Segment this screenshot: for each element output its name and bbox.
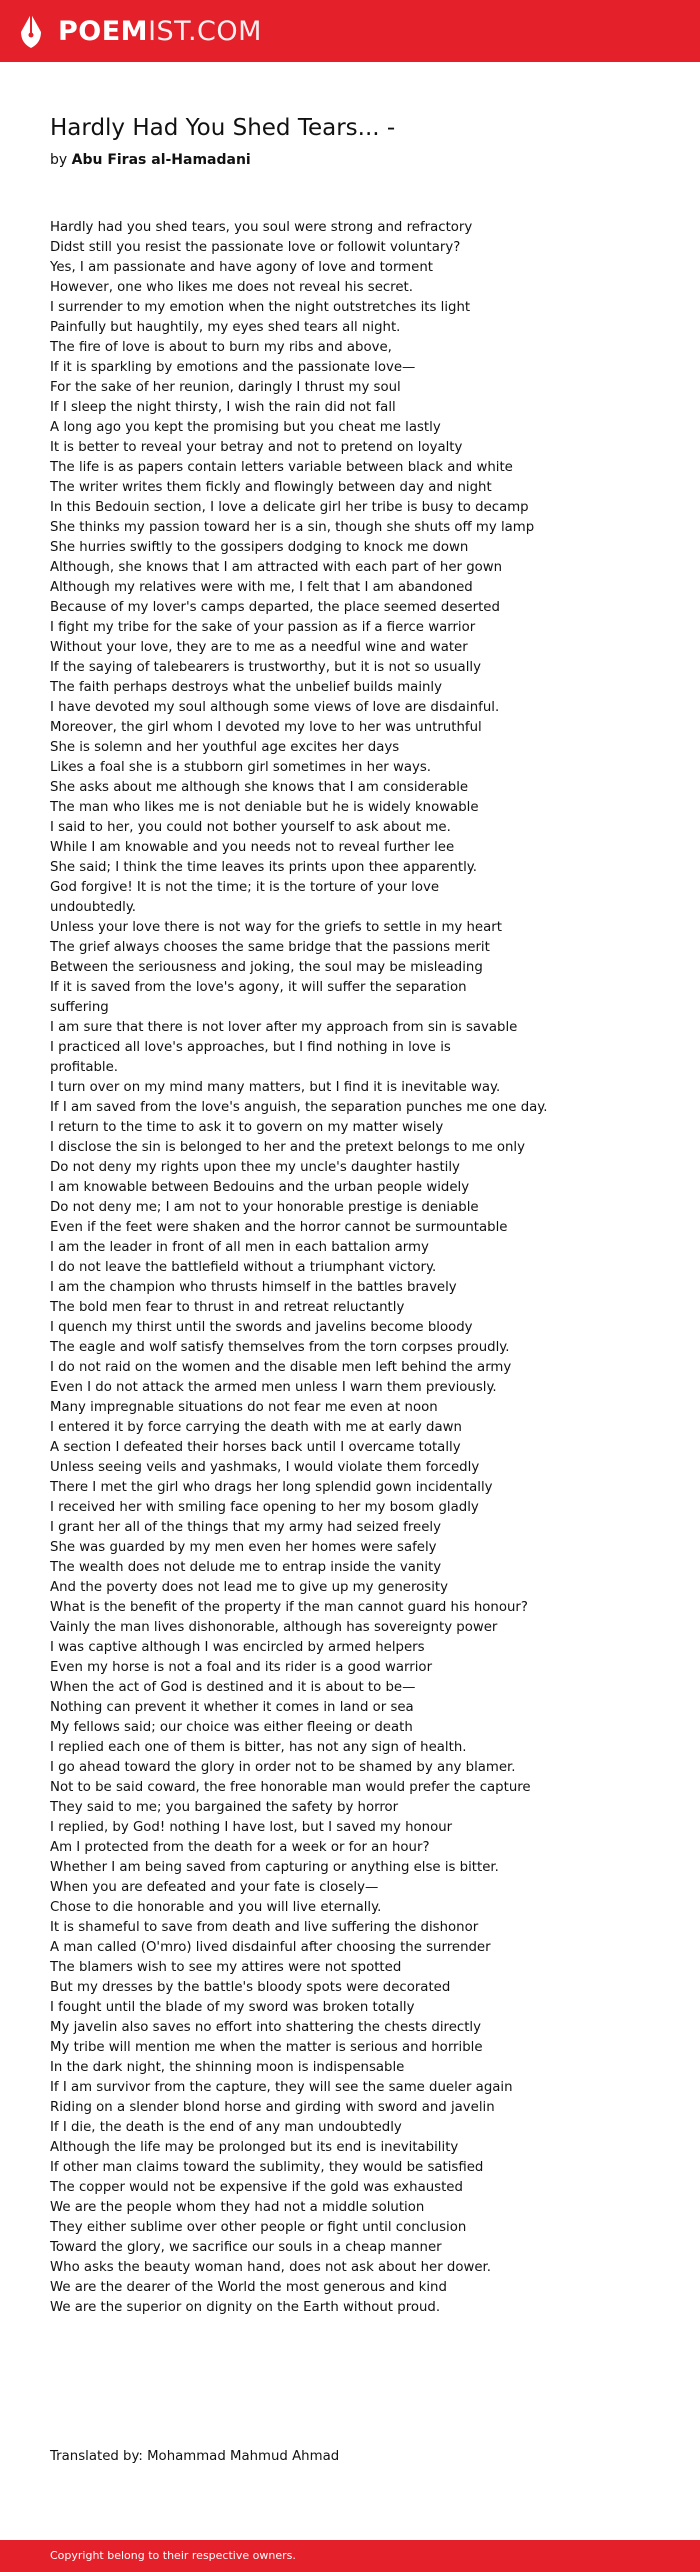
poem-line: Am I protected from the death for a week or for an hour? bbox=[50, 1840, 430, 1855]
poem-line: The copper would not be expensive if the gold was exhausted bbox=[50, 2180, 463, 2195]
poem-line: I said to her, you could not bother yourself to ask about me. bbox=[50, 820, 451, 835]
poem-line: If it is sparkling by emotions and the passionate love— bbox=[50, 360, 416, 375]
poem-line: She hurries swiftly to the gossipers dodging to knock me down bbox=[50, 540, 469, 555]
poem-line: Do not deny me; I am not to your honorable prestige is deniable bbox=[50, 1200, 479, 1215]
poem-line: It is shameful to save from death and live suffering the dishonor bbox=[50, 1920, 479, 1935]
byline-prefix: by bbox=[50, 152, 72, 168]
poem-line: A long ago you kept the promising but you cheat me lastly bbox=[50, 420, 441, 435]
poem-line: The life is as papers contain letters variable between black and white bbox=[50, 460, 513, 475]
poem-line: The wealth does not delude me to entrap inside the vanity bbox=[50, 1560, 442, 1575]
pen-nib-icon[interactable] bbox=[14, 11, 48, 51]
poem-line: A section I defeated their horses back until I overcame totally bbox=[50, 1440, 461, 1455]
copyright-text: Copyright belong to their respective owners. bbox=[50, 2549, 296, 2562]
poem-line: Although my relatives were with me, I felt that I am abandoned bbox=[50, 580, 473, 595]
poem-line: Who asks the beauty woman hand, does not ask about her dower. bbox=[50, 2260, 491, 2275]
poem-line: If it is saved from the love's agony, it will suffer the separation bbox=[50, 980, 467, 995]
poem-line: I disclose the sin is belonged to her and the pretext belongs to me only bbox=[50, 1140, 525, 1155]
poem-line: Even I do not attack the armed men unless I warn them previously. bbox=[50, 1380, 497, 1395]
poem-line: Chose to die honorable and you will live eternally. bbox=[50, 1900, 382, 1915]
poem-line: If I am saved from the love's anguish, the separation punches me one day. bbox=[50, 1100, 548, 1115]
poem-line: I am the leader in front of all men in each battalion army bbox=[50, 1240, 429, 1255]
poem-title: Hardly Had You Shed Tears... - bbox=[50, 115, 396, 141]
poem-line: The faith perhaps destroys what the unbelief builds mainly bbox=[50, 680, 442, 695]
poem-line: suffering bbox=[50, 1000, 109, 1015]
poem-line: Without your love, they are to me as a needful wine and water bbox=[50, 640, 468, 655]
site-header bbox=[0, 0, 700, 62]
poem-line: I entered it by force carrying the death with me at early dawn bbox=[50, 1420, 462, 1435]
poem-line: Do not deny my rights upon thee my uncle's daughter hastily bbox=[50, 1160, 460, 1175]
poem-line: I replied, by God! nothing I have lost, but I saved my honour bbox=[50, 1820, 453, 1835]
poem-line: I grant her all of the things that my army had seized freely bbox=[50, 1520, 441, 1535]
poem-line: I am knowable between Bedouins and the urban people widely bbox=[50, 1180, 470, 1195]
poem-line: The grief always chooses the same bridge that the passions merit bbox=[50, 940, 490, 955]
poem-line: I replied each one of them is bitter, has not any sign of health. bbox=[50, 1740, 467, 1755]
site-footer bbox=[0, 2540, 700, 2572]
poem-line: I have devoted my soul although some views of love are disdainful. bbox=[50, 700, 500, 715]
poem-line: I turn over on my mind many matters, but I find it is inevitable way. bbox=[50, 1080, 501, 1095]
poem-line: In the dark night, the shinning moon is indispensable bbox=[50, 2060, 405, 2075]
poem-line: Didst still you resist the passionate love or followit voluntary? bbox=[50, 240, 461, 255]
poem-line: She was guarded by my men even her homes were safely bbox=[50, 1540, 437, 1555]
poem-line: If the saying of talebearers is trustworthy, but it is not so usually bbox=[50, 660, 481, 675]
poem-line: For the sake of her reunion, daringly I thrust my soul bbox=[50, 380, 401, 395]
poem-line: Not to be said coward, the free honorable man would prefer the capture bbox=[50, 1780, 531, 1795]
poem-line: She asks about me although she knows that I am considerable bbox=[50, 780, 469, 795]
poem-line: If I sleep the night thirsty, I wish the rain did not fall bbox=[50, 400, 396, 415]
poem-line: The blamers wish to see my attires were not spotted bbox=[50, 1960, 402, 1975]
poem-line: My tribe will mention me when the matter is serious and horrible bbox=[50, 2040, 483, 2055]
poem-line: I do not leave the battlefield without a triumphant victory. bbox=[50, 1260, 437, 1275]
poem-line: My javelin also saves no effort into shattering the chests directly bbox=[50, 2020, 481, 2035]
poem-line: Likes a foal she is a stubborn girl sometimes in her ways. bbox=[50, 760, 431, 775]
poem-line: If I die, the death is the end of any man undoubtedly bbox=[50, 2120, 402, 2135]
poem-line: The man who likes me is not deniable but he is widely knowable bbox=[50, 800, 479, 815]
poem-line: Unless seeing veils and yashmaks, I would violate them forcedly bbox=[50, 1460, 480, 1475]
poem-line: While I am knowable and you needs not to reveal further lee bbox=[50, 840, 455, 855]
poem-line: I fight my tribe for the sake of your passion as if a fierce warrior bbox=[50, 620, 476, 635]
poem-line: I was captive although I was encircled by armed helpers bbox=[50, 1640, 425, 1655]
poem-line: If I am survivor from the capture, they will see the same dueler again bbox=[50, 2080, 513, 2095]
site-logo-link[interactable] bbox=[58, 16, 262, 47]
poem-line: She is solemn and her youthful age excites her days bbox=[50, 740, 400, 755]
poem-line: Even if the feet were shaken and the horror cannot be surmountable bbox=[50, 1220, 508, 1235]
logo-text-bold: POEM bbox=[58, 15, 149, 47]
poem-line: My fellows said; our choice was either fleeing or death bbox=[50, 1720, 413, 1735]
poem-line: But my dresses by the battle's bloody spots were decorated bbox=[50, 1980, 451, 1995]
poem-line: Many impregnable situations do not fear me even at noon bbox=[50, 1400, 438, 1415]
poem-line: I go ahead toward the glory in order not to be shamed by any blamer. bbox=[50, 1760, 516, 1775]
poem-line: Unless your love there is not way for the griefs to settle in my heart bbox=[50, 920, 502, 935]
poem-line: Although the life may be prolonged but its end is inevitability bbox=[50, 2140, 459, 2155]
poem-line: Whether I am being saved from capturing or anything else is bitter. bbox=[50, 1860, 499, 1875]
poem-line: I return to the time to ask it to govern on my matter wisely bbox=[50, 1120, 444, 1135]
poem-line: I practiced all love's approaches, but I find nothing in love is bbox=[50, 1040, 451, 1055]
poem-line: They either sublime over other people or fight until conclusion bbox=[50, 2220, 467, 2235]
poem-body bbox=[50, 218, 570, 2318]
poem-line: She said; I think the time leaves its prints upon thee apparently. bbox=[50, 860, 477, 875]
poem-line: When the act of God is destined and it is about to be— bbox=[50, 1680, 416, 1695]
poem-line: If other man claims toward the sublimity, they would be satisfied bbox=[50, 2160, 484, 2175]
poem-line: Riding on a slender blond horse and girding with sword and javelin bbox=[50, 2100, 495, 2115]
poem-line: I am sure that there is not lover after my approach from sin is savable bbox=[50, 1020, 518, 1035]
poem-line: I fought until the blade of my sword was broken totally bbox=[50, 2000, 415, 2015]
poem-line: profitable. bbox=[50, 1060, 119, 1075]
poem-line: Yes, I am passionate and have agony of love and torment bbox=[50, 260, 433, 275]
poem-line: When you are defeated and your fate is closely— bbox=[50, 1880, 379, 1895]
poem-line: The writer writes them fickly and flowingly between day and night bbox=[50, 480, 492, 495]
poem-line: A man called (O'mro) lived disdainful after choosing the surrender bbox=[50, 1940, 491, 1955]
poem-line: However, one who likes me does not reveal his secret. bbox=[50, 280, 413, 295]
poem-line: She thinks my passion toward her is a sin, though she shuts off my lamp bbox=[50, 520, 535, 535]
poem-line: I do not raid on the women and the disable men left behind the army bbox=[50, 1360, 512, 1375]
author-link[interactable]: Abu Firas al-Hamadani bbox=[71, 152, 251, 168]
poem-line: And the poverty does not lead me to give up my generosity bbox=[50, 1580, 448, 1595]
poem-line: God forgive! It is not the time; it is the torture of your love bbox=[50, 880, 440, 895]
poem-line: The eagle and wolf satisfy themselves from the torn corpses proudly. bbox=[50, 1340, 510, 1355]
poem-line: We are the superior on dignity on the Earth without proud. bbox=[50, 2300, 441, 2315]
poem-line: I received her with smiling face opening to her my bosom gladly bbox=[50, 1500, 479, 1515]
logo-text-light: IST.COM bbox=[148, 15, 262, 47]
poem-line: Hardly had you shed tears, you soul were strong and refractory bbox=[50, 220, 473, 235]
poem-line: There I met the girl who drags her long splendid gown incidentally bbox=[50, 1480, 493, 1495]
poem-line: I am the champion who thrusts himself in the battles bravely bbox=[50, 1280, 457, 1295]
poem-line: Even my horse is not a foal and its rider is a good warrior bbox=[50, 1660, 433, 1675]
poem-line: We are the dearer of the World the most generous and kind bbox=[50, 2280, 447, 2295]
poem-line: Nothing can prevent it whether it comes in land or sea bbox=[50, 1700, 414, 1715]
poem-line: Toward the glory, we sacrifice our souls in a cheap manner bbox=[50, 2240, 442, 2255]
poem-line: They said to me; you bargained the safety by horror bbox=[50, 1800, 399, 1815]
poem-line: It is better to reveal your betray and not to pretend on loyalty bbox=[50, 440, 463, 455]
poem-line: What is the benefit of the property if the man cannot guard his honour? bbox=[50, 1600, 528, 1615]
poem-line: We are the people whom they had not a middle solution bbox=[50, 2200, 425, 2215]
poem-line: The bold men fear to thrust in and retreat reluctantly bbox=[50, 1300, 405, 1315]
poem-line: undoubtedly. bbox=[50, 900, 137, 915]
poem-line: Because of my lover's camps departed, the place seemed deserted bbox=[50, 600, 500, 615]
poem-line: The fire of love is about to burn my ribs and above, bbox=[50, 340, 392, 355]
poem-line: Vainly the man lives dishonorable, although has sovereignty power bbox=[50, 1620, 498, 1635]
byline bbox=[50, 152, 251, 168]
poem-line: In this Bedouin section, I love a delicate girl her tribe is busy to decamp bbox=[50, 500, 529, 515]
poem-line: Moreover, the girl whom I devoted my love to her was untruthful bbox=[50, 720, 482, 735]
poem-line: Between the seriousness and joking, the soul may be misleading bbox=[50, 960, 483, 975]
translator-credit: Translated by: Mohammad Mahmud Ahmad bbox=[50, 2449, 340, 2464]
poem-line: Although, she knows that I am attracted with each part of her gown bbox=[50, 560, 503, 575]
poem-line: I quench my thirst until the swords and javelins become bloody bbox=[50, 1320, 473, 1335]
poem-line: I surrender to my emotion when the night outstretches its light bbox=[50, 300, 471, 315]
poem-line: Painfully but haughtily, my eyes shed tears all night. bbox=[50, 320, 401, 335]
